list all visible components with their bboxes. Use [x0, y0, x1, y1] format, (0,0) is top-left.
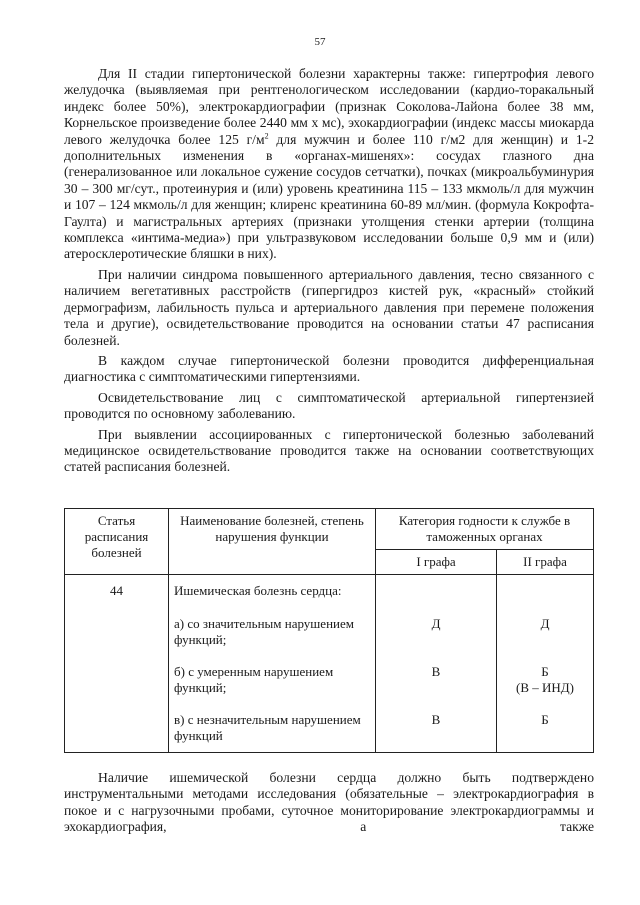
- header-column-1: I графа: [376, 550, 497, 575]
- row-b-col1: В: [431, 664, 441, 679]
- row-c-col1: В: [431, 712, 441, 727]
- main-text: [64, 66, 594, 480]
- row-c-name: в) с незначительным нарушением функций: [174, 712, 361, 743]
- paragraph-differential: В каждом случае гипертонической болезни проводится дифференциальная диагностика с симптоматическими гипертензиями.: [64, 352, 594, 385]
- paragraph-stage-two: [64, 66, 594, 263]
- row-b-col2-extra: (В – ИНД): [516, 680, 574, 695]
- paragraph-stage-two-part2: для мужчин и более 110 г/м2 для женщин) и 1-2 дополнительных изменения в «органах-мишенях»: сосудах глазного дна (генерализованное или локальное сужение сосудов сетчатки), почках (микроальбуминурия 30 – 300 мг/сут., протеинурия и (или) уровень креатинина 115 – 133 мкмоль/л для мужчин и 107 – 124 мкмоль/л для женщин; клиренс креатинина 60-89 мл/мин. (формула Кокрофта-Гаулта) и магистральных артериях (признаки утолщения стенки артерии (толщина комплекса «интима-медиа») при ультразвуковом исследовании больше 0,9 мм и (или) атеросклеротические бляшки в них).: [64, 131, 594, 262]
- paragraph-syndrome: При наличии синдрома повышенного артериального давления, тесно связанного с наличием вегетативных расстройств (гипергидроз кистей рук, «красный» стойкий дермографизм, лабильность пульса и артериального давления при перемене положения тела и другие), освидетельствование проводится на основании статьи 47 расписания болезней.: [64, 266, 594, 348]
- paragraph-closing: Наличие ишемической болезни сердца должно быть подтверждено инструментальными методами исследования (обязательные – электрокардиография в покое и с нагрузочными пробами, суточное мониторирование электрокардиограммы и эхокардиография, а также: [64, 770, 594, 835]
- row-c-col2: Б: [541, 712, 549, 727]
- row-a-name: а) со значительным нарушением функций;: [174, 616, 354, 647]
- column-2-cell: [497, 575, 594, 753]
- table-row: [65, 575, 594, 753]
- page-number: 57: [314, 36, 326, 48]
- closing-text: [64, 770, 594, 836]
- paragraph-symptomatic: Освидетельствование лиц с симптоматической артериальной гипертензией проводится по основному заболеванию.: [64, 389, 594, 422]
- header-disease-name: Наименование болезней, степень нарушения функции: [169, 509, 376, 575]
- header-column-2: II графа: [497, 550, 594, 575]
- paragraph-associated: При выявлении ассоциированных с гипертонической болезнью заболеваний медицинское освидетельствование проводится также на основании соответствующих статей расписания болезней.: [64, 426, 594, 475]
- header-category: Категория годности к службе в таможенных органах: [376, 509, 594, 550]
- superscript-2: 2: [264, 131, 269, 141]
- column-1-cell: [376, 575, 497, 753]
- fitness-schedule-table: [64, 508, 594, 753]
- row-b-col2: Б: [541, 664, 549, 679]
- row-a-col2: Д: [540, 616, 550, 631]
- header-article: Статья расписания болезней: [65, 509, 169, 575]
- article-number: 44: [65, 575, 169, 753]
- row-b-name: б) с умеренным нарушением функций;: [174, 664, 334, 695]
- row-a-col1: Д: [431, 616, 441, 631]
- paragraph-stage-two-part1: Для II стадии гипертонической болезни характерны также: гипертрофия левого желудочка (выявляемая при рентгенологическом исследовании (кардио-торакальный индекс более 50%), электрокардиографии (признак Соколова-Лайона более 38 мм, Корнельское произведение более 2440 мм х мс), эхокардиографии (индекс массы миокарда левого желудочка более 125 г/м: [64, 66, 594, 147]
- disease-title: Ишемическая болезнь сердца:: [174, 583, 342, 598]
- table-header-row: [65, 509, 594, 550]
- disease-cell: [169, 575, 376, 753]
